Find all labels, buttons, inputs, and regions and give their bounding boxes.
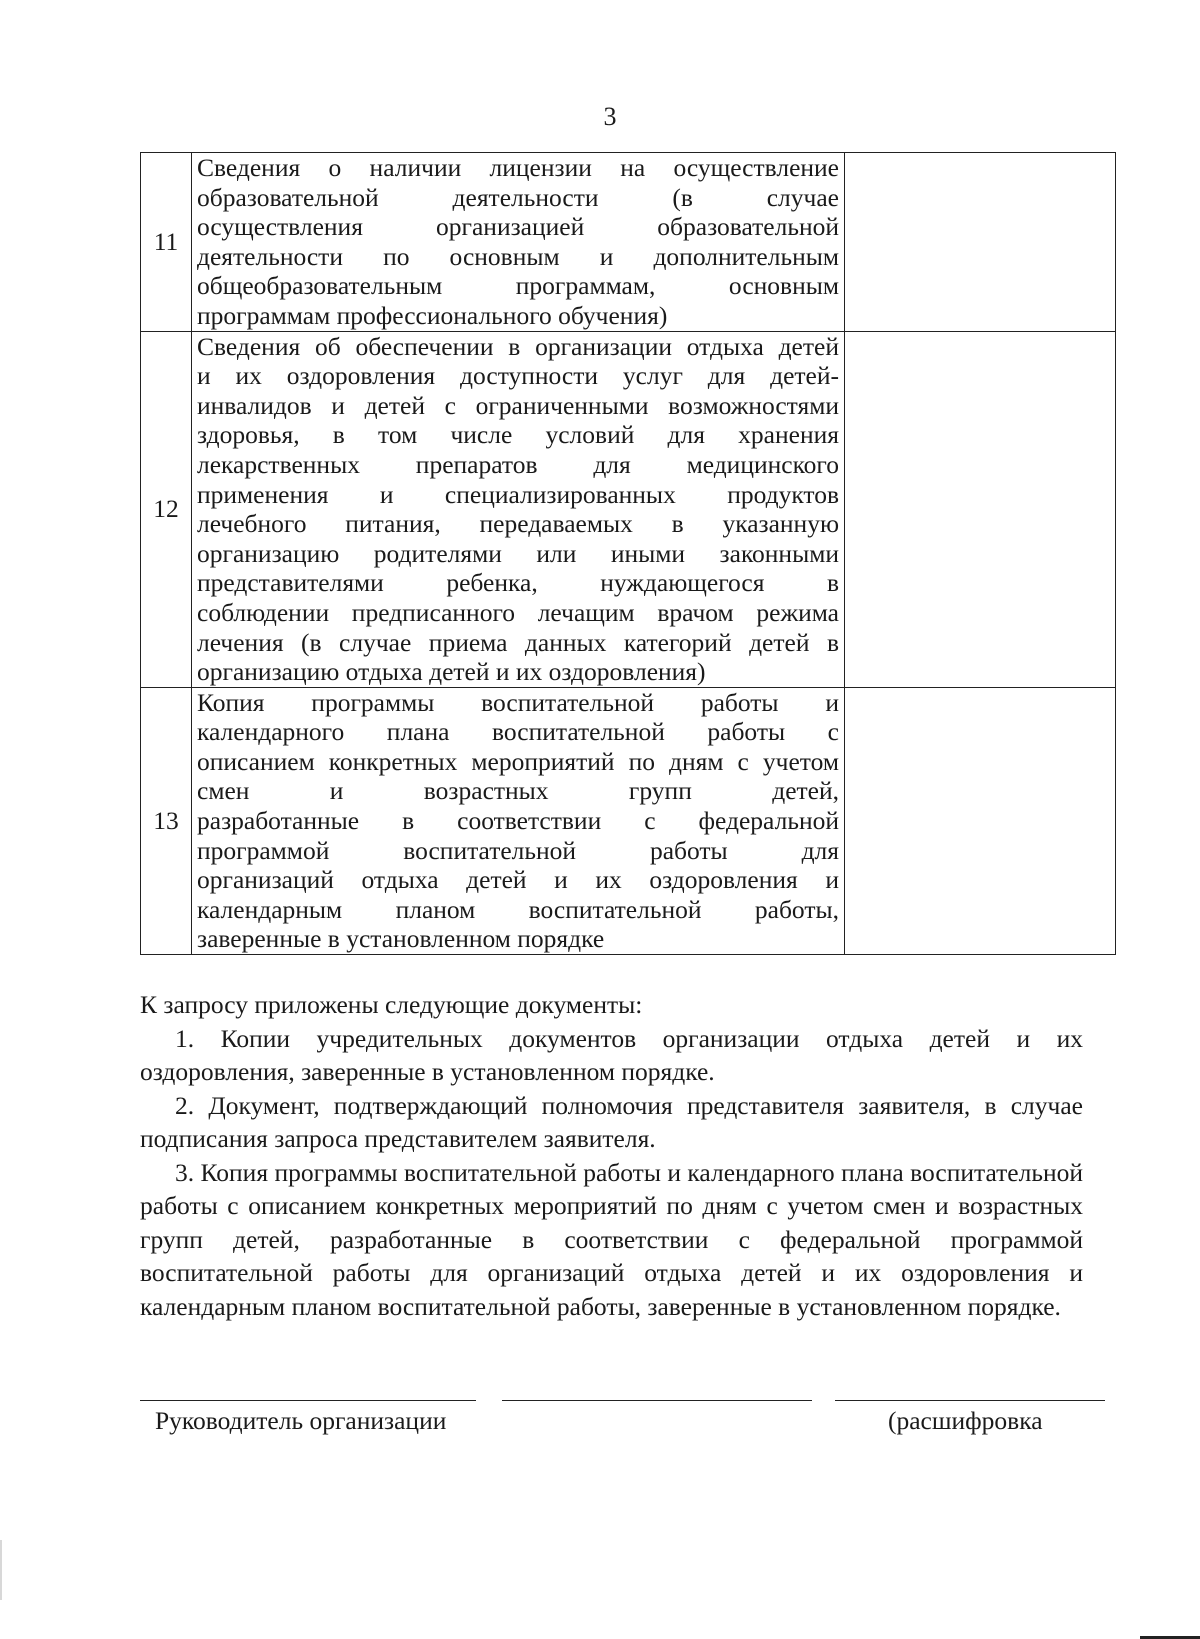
attachment-item-1: 1. Копии учредительных документов организации отдыха детей и их оздоровления, заверенные в установленном порядке. xyxy=(140,1023,1083,1086)
scan-edge-mark xyxy=(0,1540,2,1600)
description-line: организацию отдыха детей и их оздоровления) xyxy=(197,657,706,687)
description-line: календарным планом воспитательной работы, xyxy=(197,894,839,924)
description-line: представителями ребенка, нуждающегося в xyxy=(197,568,839,598)
table-row xyxy=(141,331,1116,687)
description-line: программой воспитательной работы для xyxy=(197,835,839,865)
description-line: осуществления организацией образовательной xyxy=(197,212,839,242)
description-line: деятельности по основным и дополнительным xyxy=(197,241,839,271)
description-line: здоровья, в том числе условий для хранения xyxy=(197,420,839,450)
row-value-cell xyxy=(845,687,1116,954)
signature-label-name: (расшифровка xyxy=(888,1406,1043,1435)
description-line: организаций отдыха детей и их оздоровления и xyxy=(197,865,839,895)
attachments-section xyxy=(140,988,1083,1323)
attachment-item-2: 2. Документ, подтверждающий полномочия представителя заявителя, в случае подписания запроса представителем заявителя. xyxy=(140,1090,1083,1153)
description-line: и их оздоровления доступности услуг для детей- xyxy=(197,361,839,391)
description-line: лечения (в случае приема данных категорий детей в xyxy=(197,627,839,657)
signature-label-position: Руководитель организации xyxy=(155,1406,447,1435)
description-line: лекарственных препаратов для медицинского xyxy=(197,449,839,479)
description-line: общеобразовательным программам, основным xyxy=(197,271,839,301)
signature-line-position xyxy=(140,1400,476,1401)
attachments-intro: К запросу приложены следующие документы: xyxy=(140,990,643,1019)
description-line: применения и специализированных продуктов xyxy=(197,479,839,509)
description-line: Копия программы воспитательной работы и xyxy=(197,687,839,717)
description-line: соблюдении предписанного лечащим врачом режима xyxy=(197,597,839,627)
description-line: разработанные в соответствии с федеральной xyxy=(197,806,839,836)
description-line: Сведения о наличии лицензии на осуществление xyxy=(197,153,839,182)
description-line: календарного плана воспитательной работы с xyxy=(197,717,839,747)
row-number: 12 xyxy=(141,331,192,687)
row-number: 11 xyxy=(141,153,192,332)
description-line: заверенные в установленном порядке xyxy=(197,924,605,954)
row-description xyxy=(192,687,845,954)
documents-table-body xyxy=(141,153,1116,955)
row-value-cell xyxy=(845,331,1116,687)
signature-lines xyxy=(140,1400,1110,1402)
description-line: организацию родителями или иными законными xyxy=(197,538,839,568)
row-description xyxy=(192,153,845,332)
signature-line-signature xyxy=(502,1400,812,1401)
row-description xyxy=(192,331,845,687)
signature-line-name xyxy=(835,1400,1105,1401)
description-line: программам профессионального обучения) xyxy=(197,300,668,330)
row-value-cell xyxy=(845,153,1116,332)
table-row xyxy=(141,687,1116,954)
description-line: инвалидов и детей с ограниченными возможностями xyxy=(197,390,839,420)
description-line: Сведения об обеспечении в организации отдыха детей xyxy=(197,331,839,361)
page-number: 3 xyxy=(603,102,617,131)
description-line: смен и возрастных групп детей, xyxy=(197,776,839,806)
attachment-item-3: 3. Копия программы воспитательной работы и календарного плана воспитательной работы с описанием конкретных мероприятий по дням с учетом смен и возрастных групп детей, разработанные в соответствии с федеральной программой воспитательной работы для организаций отдыха детей и их оздоровления и календарным планом воспитательной работы, заверенные в установленном порядке. xyxy=(140,1157,1083,1321)
description-line: лечебного питания, передаваемых в указанную xyxy=(197,509,839,539)
description-line: описанием конкретных мероприятий по дням с учетом xyxy=(197,746,839,776)
description-line: образовательной деятельности (в случае xyxy=(197,182,839,212)
table-row xyxy=(141,153,1116,332)
documents-table xyxy=(140,152,1116,955)
row-number: 13 xyxy=(141,687,192,954)
